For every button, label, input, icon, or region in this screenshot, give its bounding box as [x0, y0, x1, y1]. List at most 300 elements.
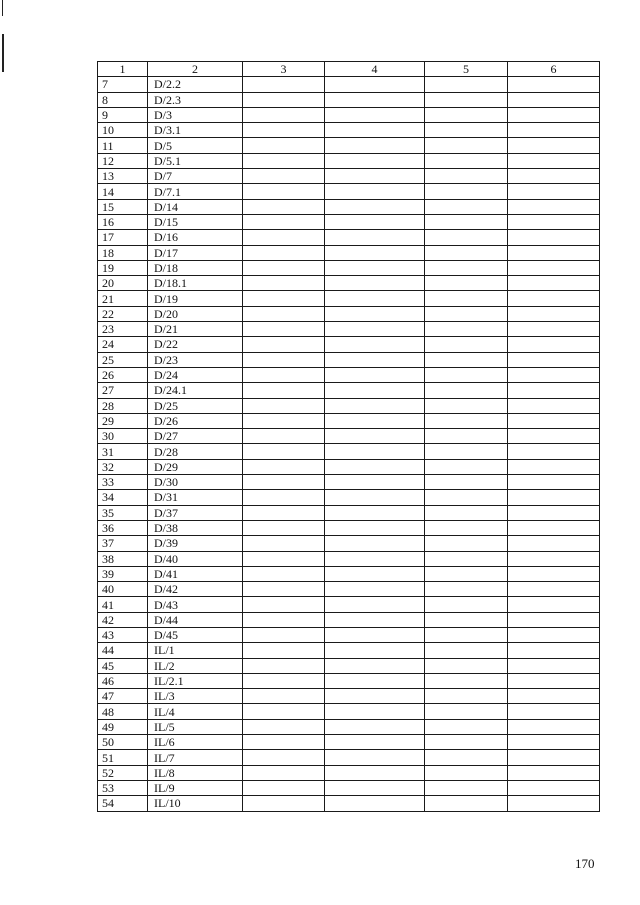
empty-cell — [325, 475, 425, 490]
empty-cell — [325, 750, 425, 765]
empty-cell — [508, 322, 600, 337]
code-cell: D/30 — [148, 475, 243, 490]
empty-cell — [243, 704, 325, 719]
empty-cell — [325, 505, 425, 520]
code-cell: D/41 — [148, 566, 243, 581]
table-row — [98, 566, 600, 581]
empty-cell — [243, 413, 325, 428]
empty-cell — [508, 658, 600, 673]
empty-cell — [508, 704, 600, 719]
row-number-cell: 25 — [98, 352, 148, 367]
code-cell: D/18 — [148, 260, 243, 275]
empty-cell — [243, 566, 325, 581]
empty-cell — [243, 199, 325, 214]
table-row — [98, 367, 600, 382]
empty-cell — [325, 245, 425, 260]
table-row — [98, 322, 600, 337]
empty-cell — [325, 490, 425, 505]
empty-cell — [243, 459, 325, 474]
empty-cell — [425, 612, 508, 627]
row-number-cell: 43 — [98, 627, 148, 642]
row-number-cell: 42 — [98, 612, 148, 627]
empty-cell — [325, 383, 425, 398]
code-cell: D/31 — [148, 490, 243, 505]
code-cell: D/15 — [148, 214, 243, 229]
empty-cell — [243, 291, 325, 306]
empty-cell — [325, 536, 425, 551]
empty-cell — [425, 276, 508, 291]
empty-cell — [508, 169, 600, 184]
column-header: 4 — [325, 62, 425, 77]
row-number-cell: 20 — [98, 276, 148, 291]
empty-cell — [425, 780, 508, 795]
table-row — [98, 352, 600, 367]
empty-cell — [243, 643, 325, 658]
row-number-cell: 41 — [98, 597, 148, 612]
row-number-cell: 48 — [98, 704, 148, 719]
empty-cell — [243, 245, 325, 260]
code-cell: D/21 — [148, 322, 243, 337]
empty-cell — [243, 429, 325, 444]
empty-cell — [425, 123, 508, 138]
empty-cell — [508, 566, 600, 581]
empty-cell — [243, 689, 325, 704]
table-row — [98, 260, 600, 275]
row-number-cell: 28 — [98, 398, 148, 413]
row-number-cell: 18 — [98, 245, 148, 260]
table-row — [98, 291, 600, 306]
empty-cell — [243, 77, 325, 92]
code-cell: D/24 — [148, 367, 243, 382]
empty-cell — [425, 735, 508, 750]
empty-cell — [243, 796, 325, 811]
code-cell: D/20 — [148, 306, 243, 321]
empty-cell — [425, 107, 508, 122]
empty-cell — [508, 475, 600, 490]
empty-cell — [325, 352, 425, 367]
empty-cell — [508, 597, 600, 612]
table-row — [98, 77, 600, 92]
empty-cell — [425, 352, 508, 367]
empty-cell — [325, 169, 425, 184]
empty-cell — [425, 214, 508, 229]
empty-cell — [325, 214, 425, 229]
empty-cell — [243, 276, 325, 291]
empty-cell — [243, 582, 325, 597]
empty-cell — [243, 536, 325, 551]
row-number-cell: 15 — [98, 199, 148, 214]
empty-cell — [325, 735, 425, 750]
empty-cell — [325, 138, 425, 153]
row-number-cell: 30 — [98, 429, 148, 444]
row-number-cell: 49 — [98, 719, 148, 734]
code-cell: D/24.1 — [148, 383, 243, 398]
empty-cell — [508, 750, 600, 765]
table-row — [98, 520, 600, 535]
code-cell: D/42 — [148, 582, 243, 597]
empty-cell — [508, 306, 600, 321]
table-row — [98, 429, 600, 444]
code-cell: D/37 — [148, 505, 243, 520]
column-header: 5 — [425, 62, 508, 77]
empty-cell — [325, 429, 425, 444]
table-row — [98, 735, 600, 750]
table-row — [98, 398, 600, 413]
empty-cell — [243, 765, 325, 780]
empty-cell — [325, 673, 425, 688]
empty-cell — [243, 383, 325, 398]
table-row — [98, 750, 600, 765]
empty-cell — [508, 367, 600, 382]
table-row — [98, 505, 600, 520]
code-cell: IL/9 — [148, 780, 243, 795]
code-cell: D/29 — [148, 459, 243, 474]
empty-cell — [508, 245, 600, 260]
empty-cell — [425, 153, 508, 168]
table-row — [98, 459, 600, 474]
header-row — [98, 62, 600, 77]
code-cell: D/26 — [148, 413, 243, 428]
empty-cell — [508, 92, 600, 107]
code-cell: D/2.3 — [148, 92, 243, 107]
empty-cell — [508, 719, 600, 734]
table-row — [98, 490, 600, 505]
empty-cell — [325, 92, 425, 107]
empty-cell — [325, 551, 425, 566]
empty-cell — [508, 780, 600, 795]
empty-cell — [325, 123, 425, 138]
table-row — [98, 138, 600, 153]
empty-cell — [508, 214, 600, 229]
code-cell: D/25 — [148, 398, 243, 413]
empty-cell — [325, 520, 425, 535]
empty-cell — [243, 306, 325, 321]
row-number-cell: 11 — [98, 138, 148, 153]
code-cell: D/45 — [148, 627, 243, 642]
empty-cell — [508, 184, 600, 199]
empty-cell — [508, 398, 600, 413]
row-number-cell: 38 — [98, 551, 148, 566]
empty-cell — [425, 367, 508, 382]
empty-cell — [425, 566, 508, 581]
empty-cell — [508, 689, 600, 704]
empty-cell — [508, 627, 600, 642]
empty-cell — [243, 505, 325, 520]
empty-cell — [508, 352, 600, 367]
table-row — [98, 765, 600, 780]
code-cell: D/44 — [148, 612, 243, 627]
code-cell: D/7 — [148, 169, 243, 184]
row-number-cell: 24 — [98, 337, 148, 352]
empty-cell — [325, 306, 425, 321]
empty-cell — [243, 612, 325, 627]
empty-cell — [325, 444, 425, 459]
empty-cell — [508, 505, 600, 520]
table-row — [98, 337, 600, 352]
empty-cell — [325, 291, 425, 306]
empty-cell — [425, 245, 508, 260]
row-number-cell: 32 — [98, 459, 148, 474]
empty-cell — [425, 490, 508, 505]
code-cell: IL/3 — [148, 689, 243, 704]
empty-cell — [243, 719, 325, 734]
empty-cell — [325, 612, 425, 627]
empty-cell — [508, 735, 600, 750]
table-row — [98, 780, 600, 795]
empty-cell — [508, 612, 600, 627]
row-number-cell: 7 — [98, 77, 148, 92]
empty-cell — [425, 199, 508, 214]
empty-cell — [508, 765, 600, 780]
empty-cell — [243, 169, 325, 184]
code-cell: IL/5 — [148, 719, 243, 734]
empty-cell — [425, 398, 508, 413]
empty-cell — [508, 796, 600, 811]
empty-cell — [425, 520, 508, 535]
code-cell: D/23 — [148, 352, 243, 367]
empty-cell — [325, 77, 425, 92]
row-number-cell: 9 — [98, 107, 148, 122]
empty-cell — [508, 276, 600, 291]
scan-edge-mark — [2, 34, 4, 72]
empty-cell — [243, 750, 325, 765]
row-number-cell: 50 — [98, 735, 148, 750]
empty-cell — [425, 322, 508, 337]
empty-cell — [325, 260, 425, 275]
code-cell: D/19 — [148, 291, 243, 306]
row-number-cell: 40 — [98, 582, 148, 597]
empty-cell — [243, 322, 325, 337]
table-row — [98, 444, 600, 459]
table-row — [98, 689, 600, 704]
empty-cell — [243, 92, 325, 107]
row-number-cell: 35 — [98, 505, 148, 520]
empty-cell — [425, 505, 508, 520]
table-row — [98, 597, 600, 612]
empty-cell — [508, 673, 600, 688]
empty-cell — [425, 551, 508, 566]
code-cell: D/43 — [148, 597, 243, 612]
code-cell: D/7.1 — [148, 184, 243, 199]
empty-cell — [325, 689, 425, 704]
empty-cell — [243, 367, 325, 382]
table-row — [98, 475, 600, 490]
empty-cell — [425, 306, 508, 321]
table-row — [98, 230, 600, 245]
data-table — [97, 61, 600, 812]
code-cell: IL/6 — [148, 735, 243, 750]
row-number-cell: 26 — [98, 367, 148, 382]
row-number-cell: 46 — [98, 673, 148, 688]
column-header: 2 — [148, 62, 243, 77]
empty-cell — [425, 704, 508, 719]
empty-cell — [325, 780, 425, 795]
empty-cell — [425, 444, 508, 459]
empty-cell — [243, 184, 325, 199]
code-cell: D/28 — [148, 444, 243, 459]
row-number-cell: 22 — [98, 306, 148, 321]
empty-cell — [508, 199, 600, 214]
empty-cell — [325, 658, 425, 673]
table-row — [98, 306, 600, 321]
row-number-cell: 16 — [98, 214, 148, 229]
code-cell: D/3.1 — [148, 123, 243, 138]
table-row — [98, 704, 600, 719]
empty-cell — [325, 322, 425, 337]
table-row — [98, 643, 600, 658]
empty-cell — [425, 796, 508, 811]
empty-cell — [508, 429, 600, 444]
code-cell: D/27 — [148, 429, 243, 444]
scan-edge-mark — [2, 0, 3, 16]
code-cell: IL/7 — [148, 750, 243, 765]
table-row — [98, 658, 600, 673]
empty-cell — [243, 398, 325, 413]
empty-cell — [243, 627, 325, 642]
empty-cell — [508, 413, 600, 428]
code-cell: IL/2.1 — [148, 673, 243, 688]
empty-cell — [243, 230, 325, 245]
table-row — [98, 107, 600, 122]
empty-cell — [243, 658, 325, 673]
empty-cell — [425, 169, 508, 184]
empty-cell — [325, 597, 425, 612]
column-header: 3 — [243, 62, 325, 77]
empty-cell — [325, 704, 425, 719]
empty-cell — [425, 413, 508, 428]
empty-cell — [508, 383, 600, 398]
table-row — [98, 719, 600, 734]
row-number-cell: 37 — [98, 536, 148, 551]
empty-cell — [425, 260, 508, 275]
table-row — [98, 184, 600, 199]
table-row — [98, 214, 600, 229]
code-cell: D/22 — [148, 337, 243, 352]
table-row — [98, 245, 600, 260]
empty-cell — [425, 383, 508, 398]
empty-cell — [325, 153, 425, 168]
empty-cell — [243, 735, 325, 750]
table-row — [98, 169, 600, 184]
empty-cell — [425, 184, 508, 199]
table-row — [98, 551, 600, 566]
row-number-cell: 52 — [98, 765, 148, 780]
table-row — [98, 582, 600, 597]
row-number-cell: 36 — [98, 520, 148, 535]
row-number-cell: 33 — [98, 475, 148, 490]
code-cell: D/38 — [148, 520, 243, 535]
column-header: 6 — [508, 62, 600, 77]
empty-cell — [425, 92, 508, 107]
row-number-cell: 27 — [98, 383, 148, 398]
empty-cell — [243, 490, 325, 505]
empty-cell — [425, 291, 508, 306]
empty-cell — [243, 123, 325, 138]
empty-cell — [243, 597, 325, 612]
empty-cell — [243, 337, 325, 352]
empty-cell — [508, 123, 600, 138]
code-cell: D/40 — [148, 551, 243, 566]
empty-cell — [243, 551, 325, 566]
empty-cell — [425, 230, 508, 245]
empty-cell — [325, 276, 425, 291]
empty-cell — [325, 719, 425, 734]
empty-cell — [243, 475, 325, 490]
empty-cell — [425, 138, 508, 153]
empty-cell — [325, 765, 425, 780]
empty-cell — [425, 475, 508, 490]
code-cell: D/3 — [148, 107, 243, 122]
table-row — [98, 276, 600, 291]
page-number: 170 — [575, 856, 595, 871]
empty-cell — [508, 459, 600, 474]
table-row — [98, 92, 600, 107]
empty-cell — [243, 444, 325, 459]
empty-cell — [325, 367, 425, 382]
row-number-cell: 17 — [98, 230, 148, 245]
row-number-cell: 31 — [98, 444, 148, 459]
code-cell: D/39 — [148, 536, 243, 551]
row-number-cell: 12 — [98, 153, 148, 168]
table-row — [98, 796, 600, 811]
empty-cell — [425, 689, 508, 704]
row-number-cell: 44 — [98, 643, 148, 658]
code-cell: D/17 — [148, 245, 243, 260]
table-row — [98, 536, 600, 551]
empty-cell — [425, 582, 508, 597]
empty-cell — [425, 536, 508, 551]
row-number-cell: 34 — [98, 490, 148, 505]
empty-cell — [243, 214, 325, 229]
empty-cell — [243, 520, 325, 535]
row-number-cell: 23 — [98, 322, 148, 337]
empty-cell — [243, 352, 325, 367]
empty-cell — [243, 780, 325, 795]
empty-cell — [243, 153, 325, 168]
empty-cell — [425, 337, 508, 352]
empty-cell — [425, 627, 508, 642]
code-cell: IL/8 — [148, 765, 243, 780]
table-row — [98, 627, 600, 642]
empty-cell — [508, 551, 600, 566]
row-number-cell: 21 — [98, 291, 148, 306]
empty-cell — [243, 673, 325, 688]
empty-cell — [508, 260, 600, 275]
empty-cell — [508, 520, 600, 535]
empty-cell — [425, 658, 508, 673]
empty-cell — [425, 673, 508, 688]
empty-cell — [425, 765, 508, 780]
empty-cell — [508, 490, 600, 505]
code-cell: D/5 — [148, 138, 243, 153]
empty-cell — [508, 337, 600, 352]
table-row — [98, 123, 600, 138]
empty-cell — [325, 398, 425, 413]
row-number-cell: 8 — [98, 92, 148, 107]
empty-cell — [508, 643, 600, 658]
row-number-cell: 14 — [98, 184, 148, 199]
empty-cell — [508, 107, 600, 122]
empty-cell — [325, 627, 425, 642]
table-row — [98, 413, 600, 428]
empty-cell — [425, 643, 508, 658]
empty-cell — [425, 750, 508, 765]
table-row — [98, 612, 600, 627]
row-number-cell: 53 — [98, 780, 148, 795]
empty-cell — [508, 582, 600, 597]
code-cell: IL/4 — [148, 704, 243, 719]
code-cell: D/5.1 — [148, 153, 243, 168]
